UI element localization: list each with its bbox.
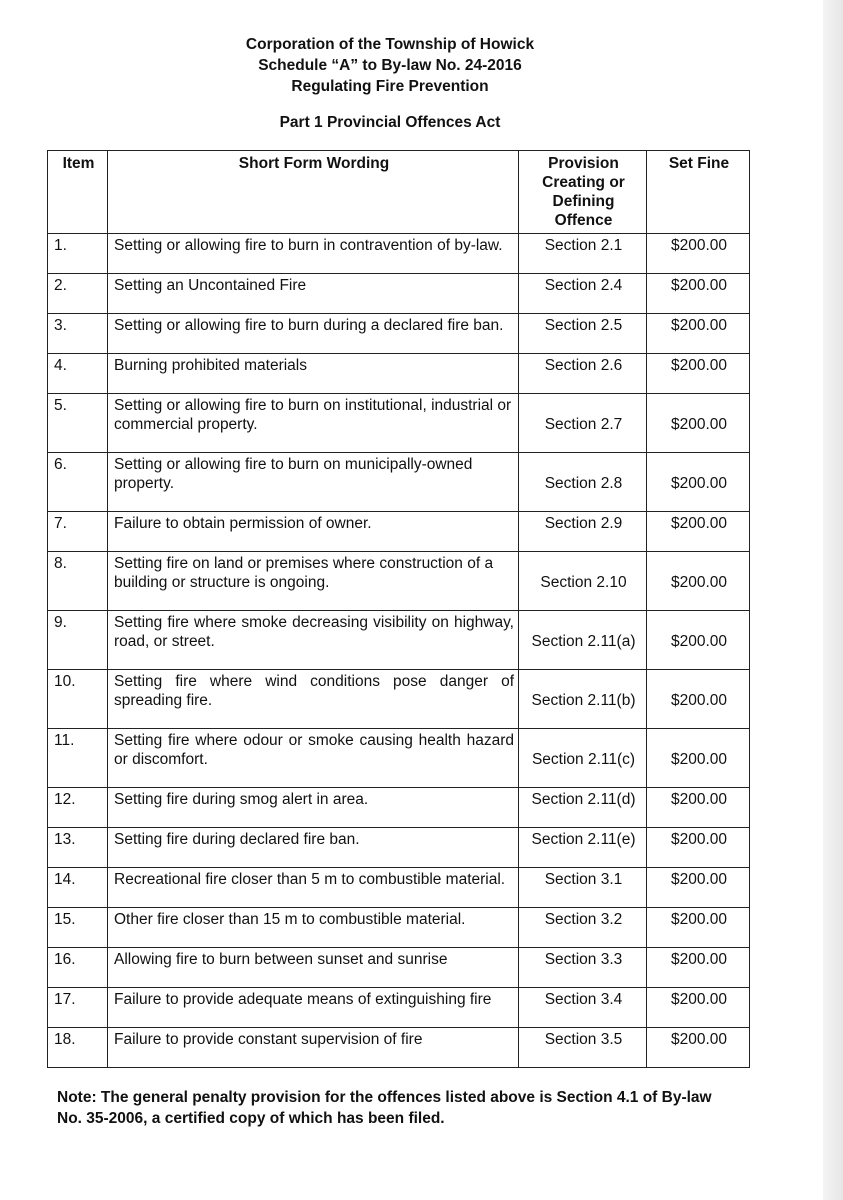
provision-section: Section 2.6 <box>519 354 647 394</box>
set-fine: $200.00 <box>647 729 750 788</box>
short-form-wording: Setting or allowing fire to burn on municipally-owned property. <box>108 453 519 512</box>
set-fine: $200.00 <box>647 948 750 988</box>
item-number: 6. <box>48 453 108 512</box>
item-number: 4. <box>48 354 108 394</box>
item-number: 11. <box>48 729 108 788</box>
short-form-wording: Setting fire on land or premises where construction of a building or structure is ongoing. <box>108 552 519 611</box>
short-form-wording: Failure to provide constant supervision of fire <box>108 1028 519 1068</box>
set-fine: $200.00 <box>647 314 750 354</box>
provision-section: Section 2.1 <box>519 234 647 274</box>
short-form-wording: Setting or allowing fire to burn on institutional, industrial or commercial property. <box>108 394 519 453</box>
table-row <box>48 670 750 729</box>
item-number: 1. <box>48 234 108 274</box>
item-number: 3. <box>48 314 108 354</box>
table-row <box>48 611 750 670</box>
short-form-wording: Failure to provide adequate means of extinguishing fire <box>108 988 519 1028</box>
provision-section: Section 2.8 <box>519 453 647 512</box>
table-row <box>48 274 750 314</box>
schedule-title: Schedule “A” to By-law No. 24-2016 <box>258 57 522 74</box>
short-form-wording: Setting an Uncontained Fire <box>108 274 519 314</box>
table-row <box>48 453 750 512</box>
short-form-wording: Failure to obtain permission of owner. <box>108 512 519 552</box>
set-fine: $200.00 <box>647 670 750 729</box>
table-row <box>48 394 750 453</box>
provision-section: Section 3.2 <box>519 908 647 948</box>
short-form-wording: Setting fire where smoke decreasing visibility on highway, road, or street. <box>108 611 519 670</box>
page-edge-shadow <box>823 0 843 1200</box>
set-fine: $200.00 <box>647 552 750 611</box>
short-form-wording: Setting fire where odour or smoke causing health hazard or discomfort. <box>108 729 519 788</box>
column-header-wording: Short Form Wording <box>108 151 519 234</box>
set-fine: $200.00 <box>647 868 750 908</box>
item-number: 17. <box>48 988 108 1028</box>
table-row <box>48 948 750 988</box>
provision-section: Section 2.11(d) <box>519 788 647 828</box>
item-number: 12. <box>48 788 108 828</box>
document-header <box>0 34 780 97</box>
set-fine: $200.00 <box>647 788 750 828</box>
item-number: 5. <box>48 394 108 453</box>
penalty-note: Note: The general penalty provision for the offences listed above is Section 4.1 of By-law No. 35-2006, a certified copy of which has been filed. <box>57 1089 712 1127</box>
short-form-wording: Recreational fire closer than 5 m to combustible material. <box>108 868 519 908</box>
item-number: 9. <box>48 611 108 670</box>
set-fine: $200.00 <box>647 512 750 552</box>
short-form-wording: Other fire closer than 15 m to combustible material. <box>108 908 519 948</box>
item-number: 18. <box>48 1028 108 1068</box>
provision-section: Section 2.5 <box>519 314 647 354</box>
column-header-provision: Provision Creating or Defining Offence <box>519 151 647 234</box>
set-fine: $200.00 <box>647 394 750 453</box>
provision-section: Section 2.10 <box>519 552 647 611</box>
short-form-wording: Setting fire during smog alert in area. <box>108 788 519 828</box>
table-row <box>48 828 750 868</box>
set-fine: $200.00 <box>647 354 750 394</box>
table-row <box>48 729 750 788</box>
table-row <box>48 354 750 394</box>
table-row <box>48 988 750 1028</box>
provision-section: Section 3.3 <box>519 948 647 988</box>
provision-section: Section 2.11(a) <box>519 611 647 670</box>
table-row <box>48 314 750 354</box>
provision-section: Section 2.9 <box>519 512 647 552</box>
item-number: 14. <box>48 868 108 908</box>
provision-section: Section 3.5 <box>519 1028 647 1068</box>
table-row <box>48 868 750 908</box>
corporation-title: Corporation of the Township of Howick <box>245 36 535 53</box>
bylaw-subject: Regulating Fire Prevention <box>291 78 489 95</box>
item-number: 8. <box>48 552 108 611</box>
part-heading: Part 1 Provincial Offences Act <box>279 114 501 131</box>
table-row <box>48 234 750 274</box>
set-fines-table <box>47 150 750 1068</box>
table-row <box>48 512 750 552</box>
provision-section: Section 2.4 <box>519 274 647 314</box>
provision-section: Section 3.1 <box>519 868 647 908</box>
item-number: 15. <box>48 908 108 948</box>
table-row <box>48 788 750 828</box>
item-number: 7. <box>48 512 108 552</box>
provision-section: Section 2.11(b) <box>519 670 647 729</box>
provision-section: Section 2.11(c) <box>519 729 647 788</box>
item-number: 16. <box>48 948 108 988</box>
column-header-item: Item <box>48 151 108 234</box>
table-row <box>48 552 750 611</box>
set-fine: $200.00 <box>647 611 750 670</box>
table-row <box>48 1028 750 1068</box>
set-fine: $200.00 <box>647 234 750 274</box>
short-form-wording: Setting fire where wind conditions pose danger of spreading fire. <box>108 670 519 729</box>
short-form-wording: Allowing fire to burn between sunset and sunrise <box>108 948 519 988</box>
short-form-wording: Setting fire during declared fire ban. <box>108 828 519 868</box>
item-number: 2. <box>48 274 108 314</box>
set-fine: $200.00 <box>647 988 750 1028</box>
set-fine: $200.00 <box>647 1028 750 1068</box>
short-form-wording: Setting or allowing fire to burn in contravention of by-law. <box>108 234 519 274</box>
item-number: 13. <box>48 828 108 868</box>
table-header-row <box>48 151 750 234</box>
set-fine: $200.00 <box>647 453 750 512</box>
short-form-wording: Burning prohibited materials <box>108 354 519 394</box>
provision-section: Section 2.11(e) <box>519 828 647 868</box>
set-fine: $200.00 <box>647 274 750 314</box>
short-form-wording: Setting or allowing fire to burn during a declared fire ban. <box>108 314 519 354</box>
provision-section: Section 2.7 <box>519 394 647 453</box>
column-header-fine: Set Fine <box>647 151 750 234</box>
table-row <box>48 908 750 948</box>
provision-section: Section 3.4 <box>519 988 647 1028</box>
set-fine: $200.00 <box>647 908 750 948</box>
item-number: 10. <box>48 670 108 729</box>
set-fine: $200.00 <box>647 828 750 868</box>
